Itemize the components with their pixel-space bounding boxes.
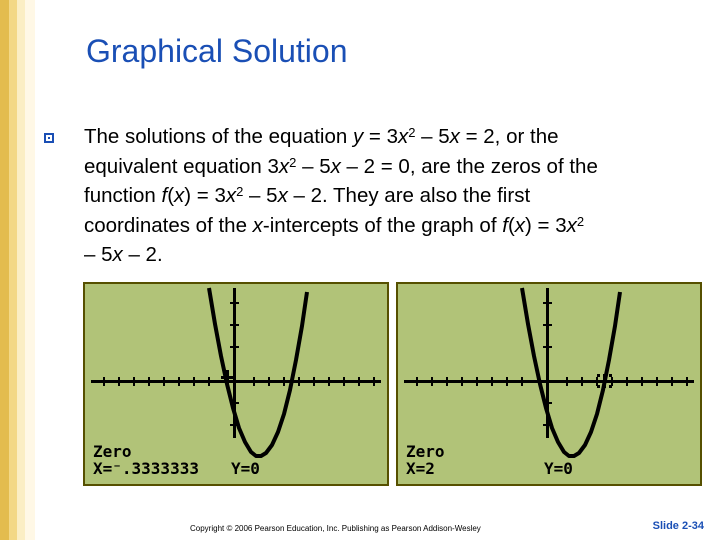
- exponent: 2: [576, 213, 585, 229]
- text-run: -intercepts of the graph of: [262, 213, 503, 237]
- text-run-italic: f: [161, 184, 168, 207]
- text-run: – 5: [415, 125, 450, 148]
- text-run: function: [84, 184, 162, 207]
- text-run: = 3: [363, 125, 398, 148]
- parabola-curve: [209, 288, 307, 456]
- body-paragraph: [84, 122, 699, 270]
- text-run-italic: x: [225, 184, 237, 207]
- text-run-italic: y: [352, 125, 364, 148]
- text-run-italic: x: [252, 213, 263, 237]
- text-run: (: [507, 213, 515, 237]
- side-stripe-pale: [25, 0, 35, 540]
- text-run-italic: x: [514, 213, 526, 237]
- text-run-italic: x: [330, 154, 341, 178]
- zero-label: Zero: [406, 442, 445, 461]
- text-run: – 2. They are also the first: [287, 184, 531, 207]
- text-run: – 2 = 0, are the zeros of the: [340, 154, 598, 178]
- text-run-italic: x: [174, 184, 185, 207]
- exponent: 2: [289, 154, 297, 170]
- text-run: (: [167, 184, 175, 207]
- copyright-notice: Copyright © 2006 Pearson Education, Inc. Publishing as Pearson Addison-Wesley: [190, 524, 481, 533]
- paragraph-line-1: [84, 122, 699, 152]
- text-run: – 2.: [122, 243, 163, 266]
- text-run: – 5: [296, 154, 331, 178]
- y-value-readout: Y=0: [544, 459, 573, 478]
- text-run: ) = 3: [184, 184, 226, 207]
- exponent: 2: [408, 125, 416, 140]
- exponent: 2: [236, 184, 244, 199]
- trace-cursor-icon: [597, 374, 612, 388]
- paragraph-line-3: [84, 181, 699, 211]
- x-value-readout: X=⁻.3333333: [93, 459, 199, 478]
- text-run-italic: x: [278, 154, 290, 178]
- slide-title: Graphical Solution: [86, 33, 348, 69]
- text-run: equivalent equation 3: [84, 154, 279, 178]
- paragraph-line-5: [84, 240, 699, 270]
- x-value-readout: X=2: [406, 459, 435, 478]
- side-stripe-dark: [0, 0, 9, 540]
- text-run: – 5: [84, 243, 113, 266]
- side-stripe-light: [17, 0, 25, 540]
- text-run-italic: x: [277, 184, 288, 207]
- text-run: = 2, or the: [459, 125, 559, 148]
- text-run-italic: f: [502, 213, 508, 237]
- text-run-italic: x: [397, 125, 409, 148]
- text-run-italic: x: [449, 125, 460, 148]
- square-bullet-icon: [44, 133, 54, 143]
- calculator-screen-right: [396, 282, 702, 486]
- text-run-italic: x: [566, 213, 577, 237]
- text-run: – 5: [243, 184, 278, 207]
- calculator-screen-left: [83, 282, 389, 486]
- side-stripe-mid: [9, 0, 17, 540]
- text-run-italic: x: [112, 243, 123, 266]
- zero-label: Zero: [93, 442, 132, 461]
- paragraph-line-2: [84, 152, 699, 182]
- slide-number: Slide 2-34: [652, 520, 704, 532]
- text-run: ) = 3: [525, 213, 567, 237]
- y-value-readout: Y=0: [231, 459, 260, 478]
- paragraph-line-4: [84, 211, 699, 241]
- text-run: The solutions of the equation: [84, 125, 353, 148]
- parabola-curve: [522, 288, 620, 456]
- text-run: coordinates of the: [84, 213, 253, 237]
